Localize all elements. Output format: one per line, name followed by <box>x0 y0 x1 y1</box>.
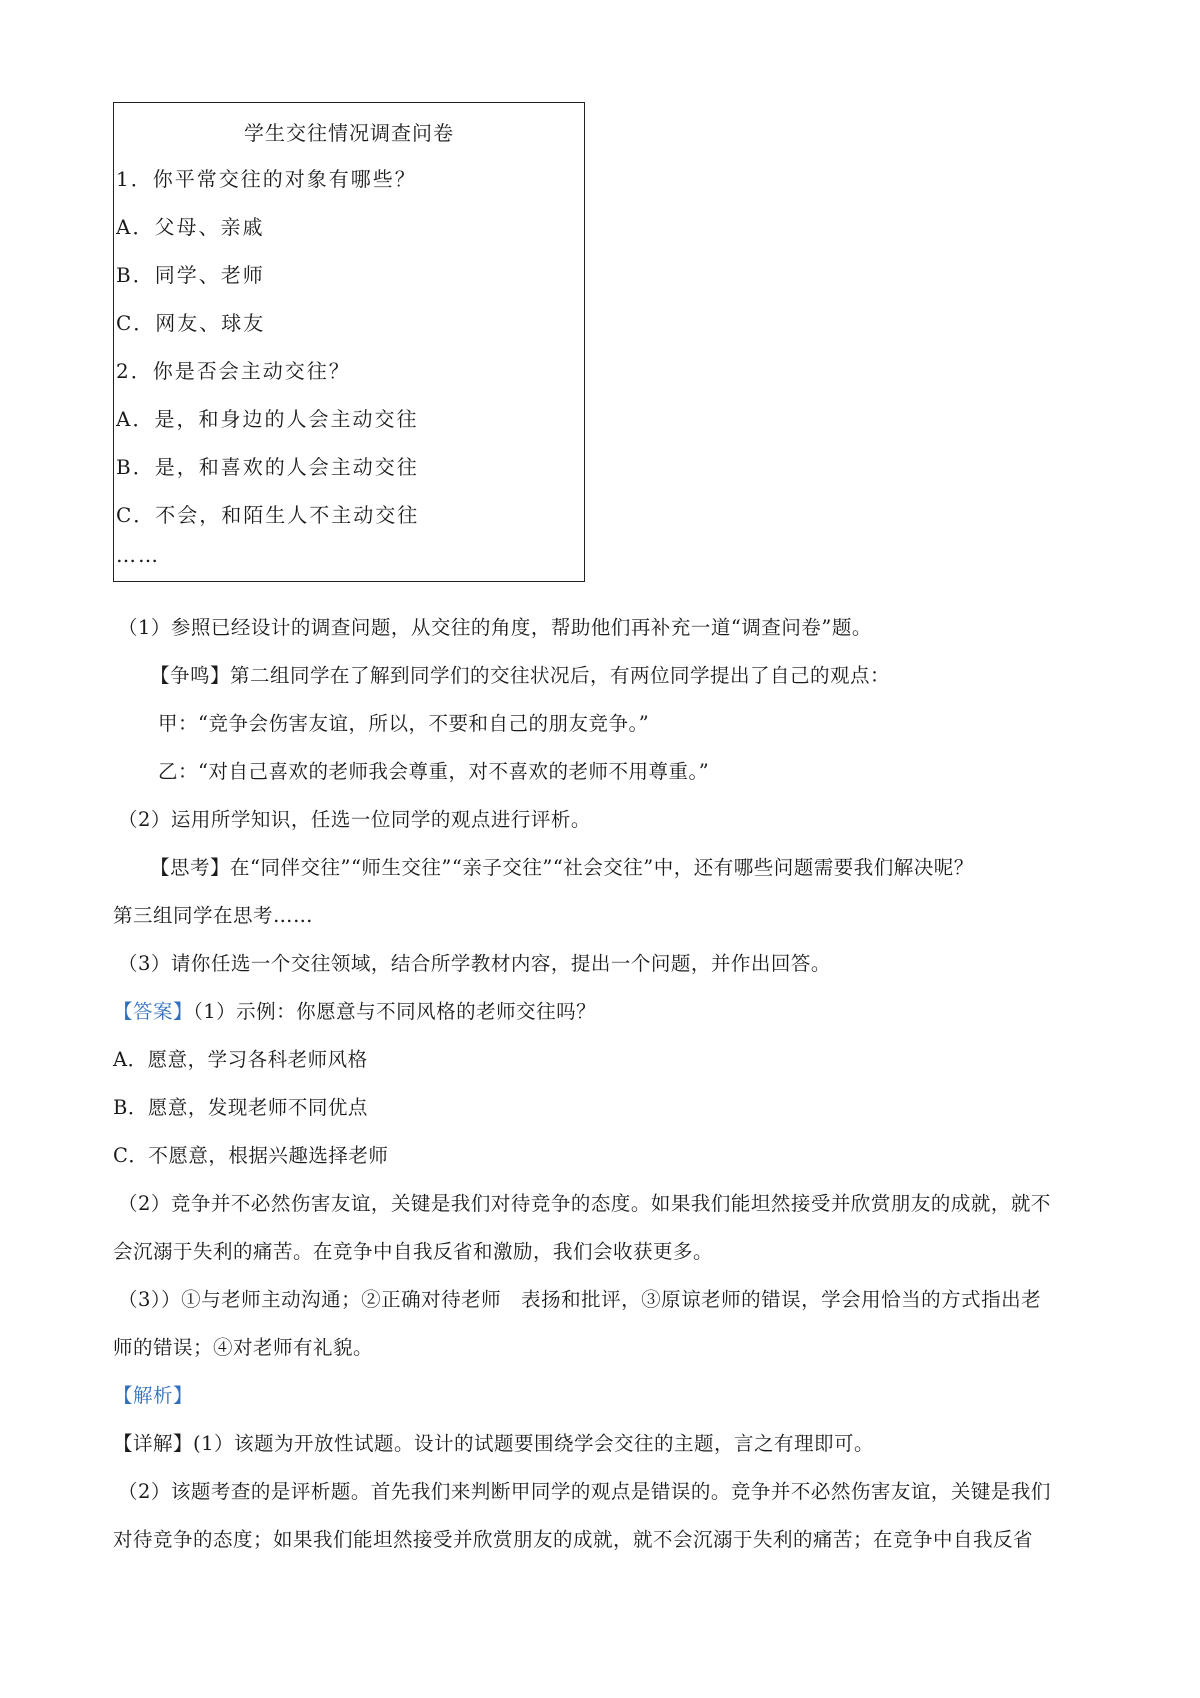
debate-yi: 乙：“对自己喜欢的老师我会尊重，对不喜欢的老师不用尊重。” <box>158 760 710 783</box>
question-3: （3）请你任选一个交往领域，结合所学教材内容，提出一个问题，并作出回答。 <box>118 952 831 975</box>
analysis-detail-2-line-2: 对待竞争的态度；如果我们能坦然接受并欣赏朋友的成就，就不会沉溺于失利的痛苦；在竞争中自我反省 <box>113 1528 1034 1551</box>
survey-title: 学生交往情况调查问卷 <box>244 121 454 145</box>
survey-line: B．同学、老师 <box>116 263 265 287</box>
answer-option-b: B．愿意，发现老师不同优点 <box>113 1096 368 1119</box>
think-line-2: 第三组同学在思考…… <box>113 904 314 927</box>
survey-line: 1．你平常交往的对象有哪些？ <box>116 167 417 191</box>
survey-line: 2．你是否会主动交往？ <box>116 359 351 383</box>
survey-line: …… <box>116 543 160 567</box>
question-2: （2）运用所学知识，任选一位同学的观点进行评析。 <box>118 808 591 831</box>
analysis-detail-2-line-1: （2）该题考查的是评析题。首先我们来判断甲同学的观点是错误的。竞争并不必然伤害友谊，关键是我们 <box>118 1480 1051 1503</box>
answer-3-line-1: （3））①与老师主动沟通；②正确对待老师 表扬和批评，③原谅老师的错误，学会用恰当的方式指出老 <box>118 1288 1042 1311</box>
answer-text-1: （1）示例：你愿意与不同风格的老师交往吗？ <box>193 1000 597 1023</box>
survey-line: C．网友、球友 <box>116 311 266 335</box>
think-line-1: 【思考】在“同伴交往”“师生交往”“亲子交往”“社会交往”中，还有哪些问题需要我们解决呢？ <box>150 856 974 879</box>
answer-option-c: C．不愿意，根据兴趣选择老师 <box>113 1144 389 1167</box>
debate-intro: 【争鸣】第二组同学在了解到同学们的交往状况后，有两位同学提出了自己的观点： <box>150 664 891 687</box>
survey-line: B．是，和喜欢的人会主动交往 <box>116 455 419 479</box>
analysis-detail-1: 【详解】(1）该题为开放性试题。设计的试题要围绕学会交往的主题，言之有理即可。 <box>113 1432 875 1455</box>
survey-line: A．父母、亲戚 <box>116 215 265 239</box>
answer-2-line-1: （2）竞争并不必然伤害友谊，关键是我们对待竞争的态度。如果我们能坦然接受并欣赏朋友的成就，就不 <box>118 1192 1051 1215</box>
survey-questionnaire-box <box>113 102 585 582</box>
question-1: （1）参照已经设计的调查问题，从交往的角度，帮助他们再补充一道“调查问卷”题。 <box>118 616 872 639</box>
answer-3-line-2: 师的错误；④对老师有礼貌。 <box>113 1336 374 1359</box>
answer-line-1 <box>113 996 596 1024</box>
survey-line: A．是，和身边的人会主动交往 <box>116 407 419 431</box>
answer-tag: 【答案】 <box>113 1000 194 1023</box>
answer-option-a: A．愿意，学习各科老师风格 <box>113 1048 368 1071</box>
answer-2-line-2: 会沉溺于失利的痛苦。在竞争中自我反省和激励，我们会收获更多。 <box>113 1240 714 1263</box>
analysis-tag: 【解析】 <box>113 1384 194 1407</box>
debate-jia: 甲：“竞争会伤害友谊，所以，不要和自己的朋友竞争。” <box>158 712 650 735</box>
survey-line: C．不会，和陌生人不主动交往 <box>116 503 420 527</box>
